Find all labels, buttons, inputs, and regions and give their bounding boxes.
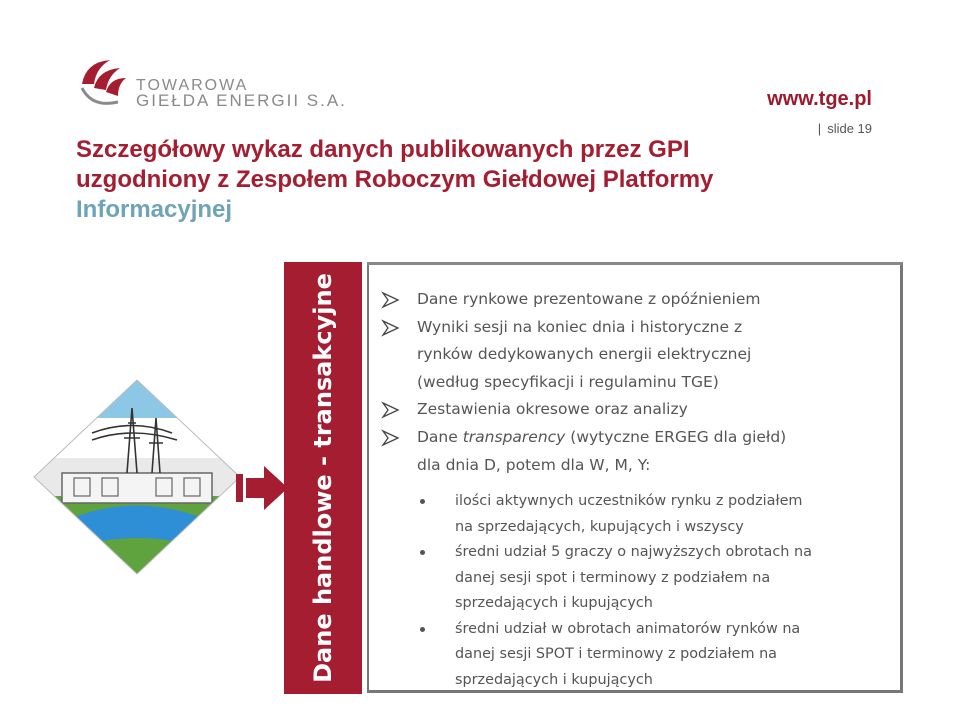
logo-text-top: TOWAROWA bbox=[136, 77, 249, 94]
sub-bullet-line: ilości aktywnych uczestników rynku z podziałem bbox=[455, 493, 803, 510]
arrowhead-bullet-icon bbox=[381, 424, 401, 451]
power-plant-illustration bbox=[32, 378, 242, 576]
bullet-line: (według specyfikacji i regulaminu TGE) bbox=[417, 372, 719, 391]
sub-bullet-line: danej sesji SPOT i terminowy z podziałem na bbox=[455, 646, 778, 663]
bullet-text: Dane bbox=[417, 427, 463, 446]
title-line-1: Szczegółowy wykaz danych publikowanych przez GPI bbox=[76, 136, 690, 163]
website-link[interactable]: www.tge.pl bbox=[767, 88, 872, 110]
tge-logo-icon bbox=[76, 54, 134, 112]
sub-bullet-line: sprzedających i kupujących bbox=[455, 595, 653, 612]
bullet-text: (wytyczne ERGEG dla giełd) bbox=[565, 427, 787, 446]
arrow-right-icon bbox=[236, 466, 288, 510]
title-line-3: Informacyjnej bbox=[76, 196, 233, 223]
tge-logo bbox=[76, 54, 376, 114]
bullet-line bbox=[417, 424, 900, 452]
bullet-list bbox=[373, 286, 900, 693]
bullet-text-italic: transparency bbox=[462, 427, 566, 446]
side-label: Dane handlowe - transakcyjne bbox=[309, 273, 337, 683]
dot-bullet-icon bbox=[420, 550, 425, 555]
sub-bullet-item bbox=[373, 540, 900, 617]
sub-bullet-item bbox=[373, 489, 900, 540]
content-box bbox=[367, 262, 903, 693]
sub-bullet-item bbox=[373, 617, 900, 694]
bullet-line: Dane rynkowe prezentowane z opóźnieniem bbox=[417, 290, 761, 308]
side-label-bar bbox=[284, 262, 362, 694]
bullet-line: dla dnia D, potem dla W, M, Y: bbox=[417, 455, 651, 474]
slide-number-label: slide 19 bbox=[827, 121, 872, 136]
arrowhead-bullet-icon bbox=[381, 314, 401, 341]
dot-bullet-icon bbox=[420, 627, 425, 632]
slide-number bbox=[818, 121, 872, 136]
slide-title bbox=[76, 135, 776, 225]
bullet-item bbox=[373, 424, 900, 479]
sub-bullet-line: średni udział 5 graczy o najwyższych obrotach na bbox=[455, 544, 812, 561]
logo-text-bottom: GIEŁDA ENERGII S.A. bbox=[136, 91, 347, 110]
bullet-line: Zestawienia okresowe oraz analizy bbox=[417, 400, 688, 419]
title-line-2: uzgodniony z Zespołem Roboczym Giełdowej Platformy bbox=[76, 166, 714, 193]
bullet-line: rynków dedykowanych energii elektrycznej bbox=[417, 345, 752, 364]
dot-bullet-icon bbox=[420, 499, 425, 504]
arrowhead-bullet-icon bbox=[381, 286, 401, 313]
sub-bullet-line: średni udział w obrotach animatorów rynków na bbox=[455, 620, 801, 637]
bullet-line: Wyniki sesji na koniec dnia i historyczne z bbox=[417, 317, 743, 336]
sub-bullet-line: sprzedających i kupujących bbox=[455, 671, 653, 688]
bullet-item bbox=[373, 314, 900, 397]
sub-bullet-line: danej sesji spot i terminowy z podziałem na bbox=[455, 569, 771, 586]
bullet-item bbox=[373, 286, 900, 314]
divider: | bbox=[817, 121, 822, 136]
arrowhead-bullet-icon bbox=[381, 396, 401, 423]
sub-bullet-line: na sprzedających, kupujących i wszyscy bbox=[455, 518, 744, 535]
bullet-item bbox=[373, 396, 900, 424]
